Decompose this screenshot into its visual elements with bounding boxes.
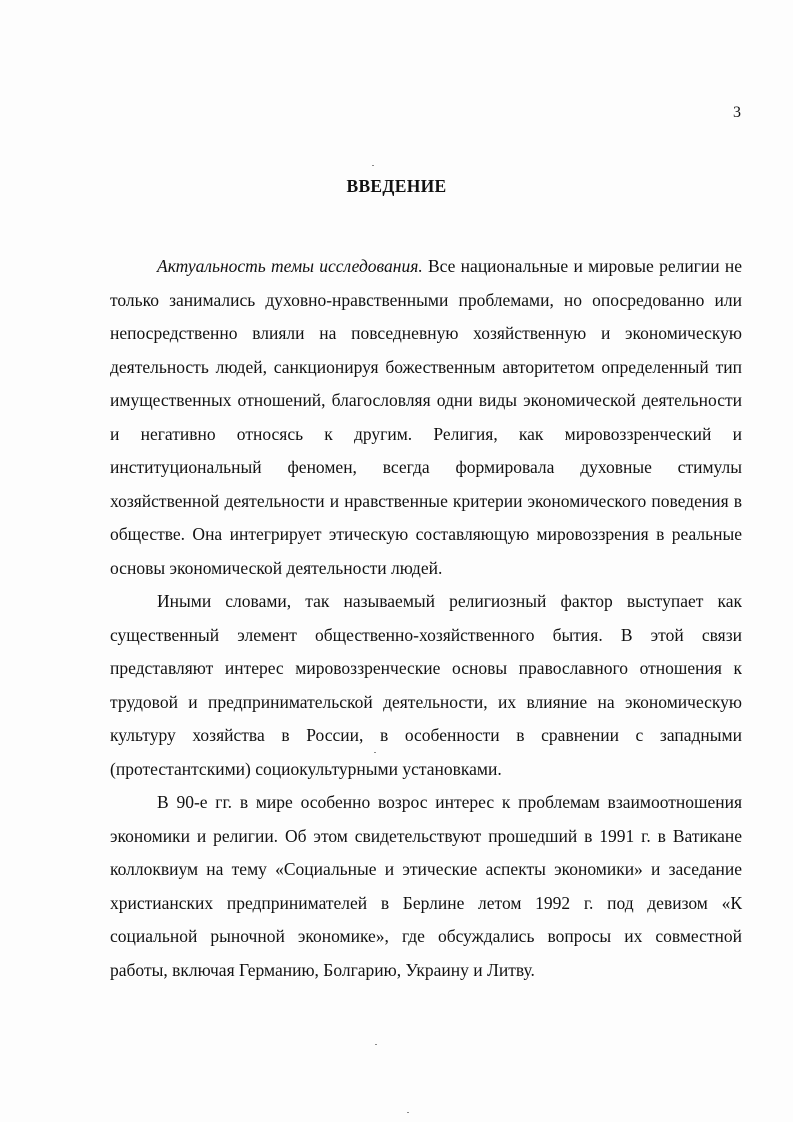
scan-speck — [372, 165, 374, 166]
paragraph-nineties-interest: В 90-е гг. в мире особенно возрос интерес к проблемам взаимоотношения экономики и религии. Об этом свидетельствуют прошедший в 1991 г. в Ватикане коллоквиум на тему «Социальные и этические аспекты экономики» и заседание христианских предпринимателей в Берлине летом 1992 г. под девизом «К социальной рыночной экономике», где обсуждались вопросы их совместной работы, включая Германию, Болгарию, Украину и Литву. — [110, 792, 742, 980]
section-title: ВВЕДЕНИЕ — [346, 176, 447, 196]
scan-speck — [374, 752, 376, 753]
relevance-lead: Актуальность темы исследования. — [157, 256, 423, 276]
relevance-text: Все национальные и мировые религии не только занимались духовно-нравственными проблемами, но опосредованно или непосредственно влияли на повседневную хозяйственную и экономическую деятельность людей, санкционируя божественным авторитетом определенный тип имущественных отношений, благословляя одни виды экономической деятельности и негативно относясь к другим. Религия, как мировоззренческий и институциональный феномен, всегда формировала духовные стимулы хозяйственной деятельности и нравственные критерии экономического поведения в обществе. Она интегрирует этическую составляющую мировоззрения в реальные основы экономической деятельности людей. — [110, 256, 742, 578]
scan-speck — [375, 1044, 377, 1045]
paragraph-relevance — [110, 250, 742, 585]
body-text — [110, 250, 742, 987]
page-number: 3 — [733, 104, 741, 121]
scan-speck — [407, 1112, 409, 1113]
paragraph-religious-factor: Иными словами, так называемый религиозный фактор выступает как существенный элемент общественно-хозяйственного бытия. В этой связи представляют интерес мировоззренческие основы православного отношения к трудовой и предпринимательской деятельности, их влияние на экономическую культуру хозяйства в России, в особенности в сравнении с западными (протестантскими) социокультурными установками. — [110, 591, 742, 779]
